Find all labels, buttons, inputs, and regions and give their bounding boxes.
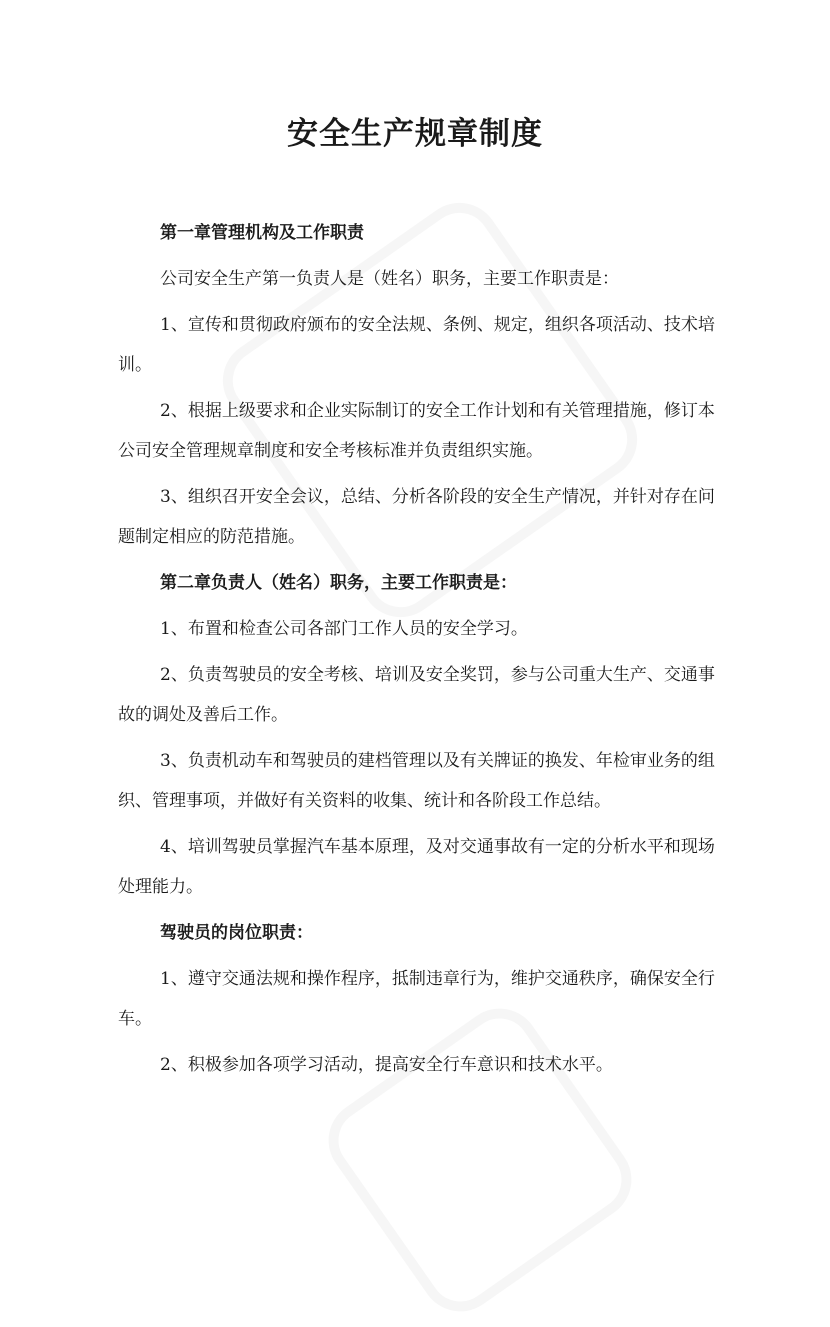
section-heading: 第一章管理机构及工作职责 — [160, 223, 364, 243]
paragraph — [118, 827, 715, 907]
paragraph-line: 公司安全生产第一负责人是（姓名）职务，主要工作职责是： — [160, 269, 619, 289]
document-title: 安全生产规章制度 — [287, 116, 543, 152]
paragraph-line: 处理能力。 — [118, 877, 203, 897]
paragraph-line: 公司安全管理规章制度和安全考核标准并负责组织实施。 — [118, 441, 543, 461]
paragraph-line: 1、宣传和贯彻政府颁布的安全法规、条例、规定，组织各项活动、技术培 — [160, 315, 715, 335]
paragraph — [118, 305, 715, 385]
paragraph-line: 3、负责机动车和驾驶员的建档管理以及有关牌证的换发、年检审业务的组 — [160, 751, 715, 771]
document-body — [118, 213, 715, 1091]
paragraph — [118, 391, 715, 471]
paragraph-line: 1、遵守交通法规和操作程序，抵制违章行为，维护交通秩序，确保安全行 — [160, 969, 715, 989]
paragraph-line: 车。 — [118, 1009, 152, 1029]
paragraph — [118, 1045, 712, 1085]
paragraph-line: 4、培训驾驶员掌握汽车基本原理，及对交通事故有一定的分析水平和现场 — [160, 837, 715, 857]
paragraph-line: 织、管理事项，并做好有关资料的收集、统计和各阶段工作总结。 — [118, 791, 611, 811]
paragraph — [118, 477, 715, 557]
paragraph-line: 2、根据上级要求和企业实际制订的安全工作计划和有关管理措施，修订本 — [160, 401, 715, 421]
paragraph-line: 2、积极参加各项学习活动，提高安全行车意识和技术水平。 — [160, 1055, 613, 1075]
paragraph — [118, 609, 712, 649]
paragraph — [118, 655, 715, 735]
paragraph-line: 题制定相应的防范措施。 — [118, 527, 305, 547]
paragraph-line: 训。 — [118, 355, 152, 375]
paragraph-line: 故的调处及善后工作。 — [118, 705, 288, 725]
paragraph — [118, 741, 715, 821]
paragraph-line: 1、布置和检查公司各部门工作人员的安全学习。 — [160, 619, 528, 639]
section-heading: 驾驶员的岗位职责： — [160, 923, 313, 943]
section-heading: 第二章负责人（姓名）职务，主要工作职责是： — [160, 573, 517, 593]
paragraph — [118, 259, 712, 299]
paragraph-line: 2、负责驾驶员的安全考核、培训及安全奖罚，参与公司重大生产、交通事 — [160, 665, 715, 685]
paragraph — [118, 959, 715, 1039]
paragraph-line: 3、组织召开安全会议，总结、分析各阶段的安全生产情况，并针对存在问 — [160, 487, 715, 507]
